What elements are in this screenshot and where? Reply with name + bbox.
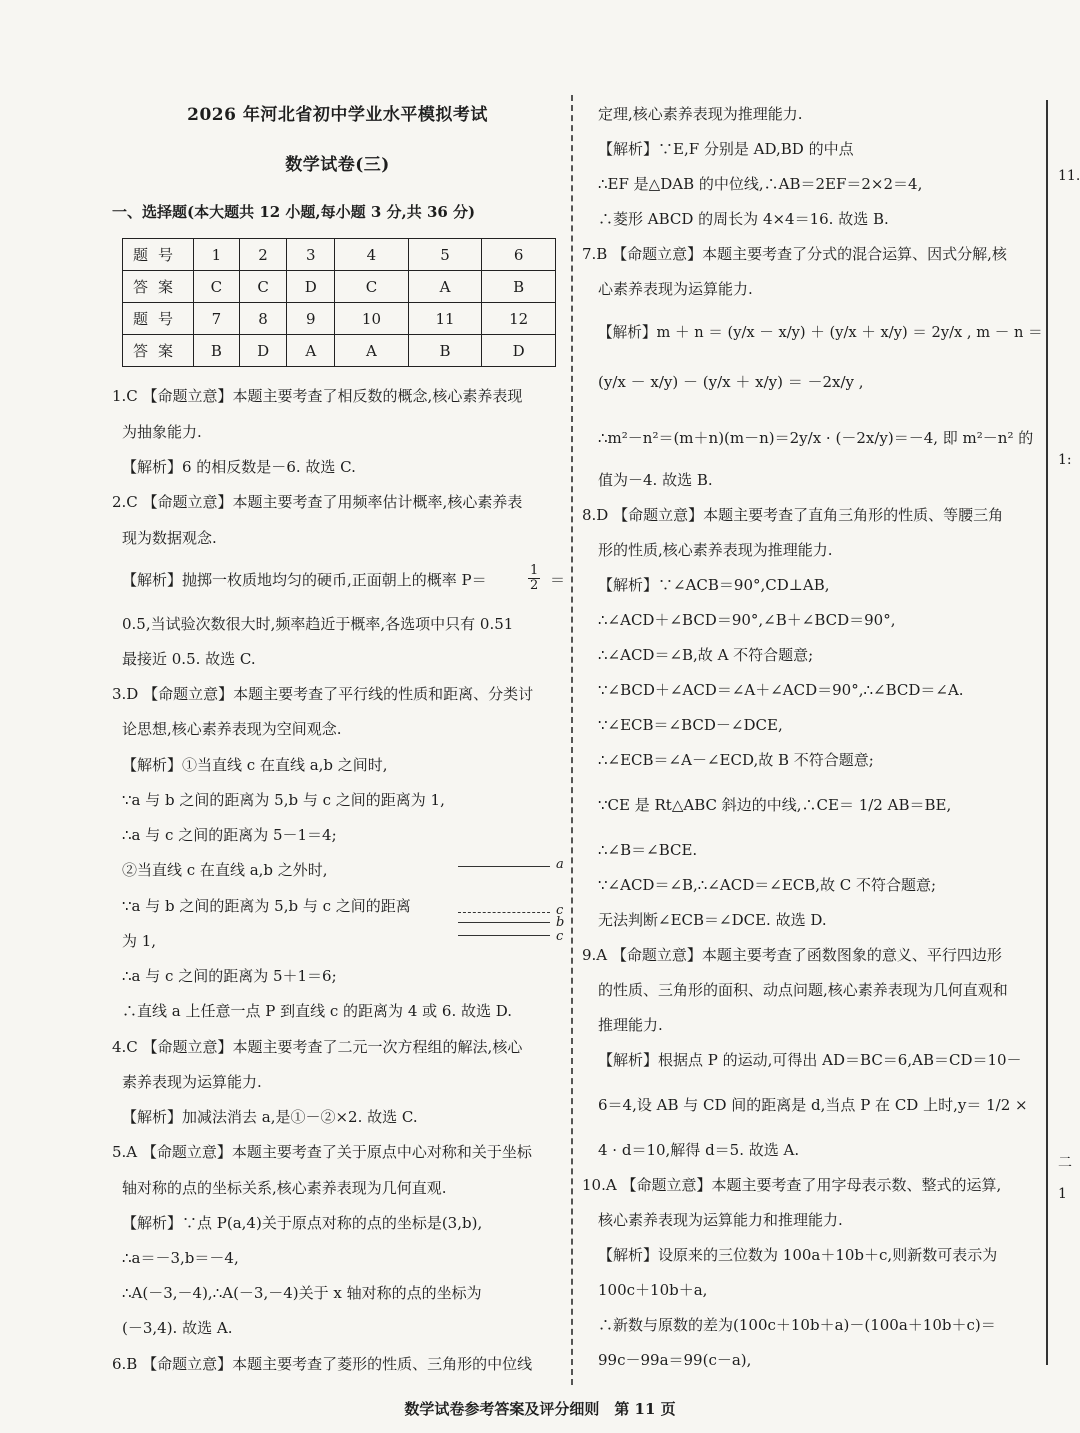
text-line: ∴∠ECB＝∠A－∠ECD,故 B 不符合题意; [598,751,874,769]
right-edge-rule [1046,100,1048,1365]
table-cell: B [408,335,482,367]
text-line: 7.B 【命题立意】本题主要考查了分式的混合运算、因式分解,核 [582,245,1007,263]
table-cell: 题号 [123,303,194,335]
text-line: 【解析】∵E,F 分别是 AD,BD 的中点 [598,140,854,158]
table-cell: 12 [482,303,556,335]
table-cell: 答案 [123,335,194,367]
table-row [123,335,556,367]
text-line: 6＝4,设 AB 与 CD 间的距离是 d,当点 P 在 CD 上时,y＝ 1/2 × [598,1096,1028,1114]
text-line: 值为－4. 故选 B. [598,471,713,489]
table-cell: 11 [408,303,482,335]
answer-table [122,238,556,367]
text-line: 的性质、三角形的面积、动点问题,核心素养表现为几何直观和 [598,981,1008,999]
table-cell: 7 [194,303,240,335]
table-cell: B [194,335,240,367]
line-b [458,922,550,923]
table-cell: D [287,271,335,303]
text-line: ∴EF 是△DAB 的中位线,∴AB＝2EF＝2×2＝4, [598,175,923,193]
table-row [123,239,556,271]
text-line: 素养表现为运算能力. [122,1073,262,1091]
text-line: 【解析】根据点 P 的运动,可得出 AD＝BC＝6,AB＝CD＝10－ [598,1051,1022,1069]
table-cell: A [335,335,409,367]
exam-answer-page: 11. 1: 二 1 2026 年河北省初中学业水平模拟考试 数学试卷(三) 一、选择题(本大题共 12 小题,每小题 3 分,共 36 分) 题号 1 2 3 4 5 6 答案 C C D C A B 题号 7 8 9 10 11 12 答案 B D A A B D 1.C 【命题立意】本题主要考查了相反数的概念,核心素养表现 为抽象能力. 【解析】6 的相反数是－6. 故选 C. 2.C 【命题立意】本题主要考查了用频率估计概率,核心素养表 现为数据观念. 【解析】抛掷一枚质地均匀的硬币,正面朝上的概率 P＝ $\frac{1}{2}$ ＝ 0.5,当试验次数很大时,频率趋近于概率,各选项中只有 0.51 最接近 0.5. 故选 C. 3.D 【命题立意】本题主要考查了平行线的性质和距离、分类讨 论思想,核心素养表现为空间观念. 【解析】①当直线 c 在直线 a,b 之间时, ∵a 与 b 之间的距离为 5,b 与 c 之间的距离为 1, ∴a 与 c 之间的距离为 5－1＝4; ②当直线 c 在直线 a,b 之外时, ∵a 与 b 之间的距离为 5,b 与 c 之间的距离 为 1, ∴a 与 c 之间的距离为 5＋1＝6; ∴直线 a 上任意一点 P 到直线 c 的距离为 4 或 6. 故选 D. 4.C 【命题立意】本题主要考查了二元一次方程组的解法,核心 素养表现为运算能力. 【解析】加减法消去 a,是①－②×2. 故选 C. 5.A 【命题立意】本题主要考查了关于原点中心对称和关于坐标 轴对称的点的坐标关系,核心素养表现为几何直观. 【解析】∵点 P(a,4)关于原点对称的点的坐标是(3,b), ∴a＝－3,b＝－4, ∴A(－3,－4),∴A(－3,－4)关于 x 轴对称的点的坐标为 (－3,4). 故选 A. 6.B 【命题立意】本题主要考查了菱形的性质、三角形的中位线 a c b c 定理,核心素养表现为推理能力. 【解析】∵E,F 分别是 AD,BD 的中点 ∴EF 是△DAB 的中位线,∴AB＝2EF＝2×2＝4, ∴菱形 ABCD 的周长为 4×4＝16. 故选 B. 7.B 【命题立意】本题主要考查了分式的混合运算、因式分解,核 心素养表现为运算能力. 【解析】m ＋ n ＝ (y/x － x/y) ＋ (y/x ＋ x/y) ＝ 2y/x , m － n ＝ (y/x － x/y) － (y/x ＋ x/y) ＝ －2x/y , ∴m²－n²＝(m＋n)(m－n)＝2y/x · (－2x/y)＝－4, 即 m²－n² 的 值为－4. 故选 B. 8.D 【命题立意】本题主要考查了直角三角形的性质、等腰三角 形的性质,核心素养表现为推理能力. 【解析】∵∠ACB＝90°,CD⊥AB, ∴∠ACD＋∠BCD＝90°,∠B＋∠BCD＝90°, ∴∠ACD＝∠B,故 A 不符合题意; ∵∠BCD＋∠ACD＝∠A＋∠ACD＝90°,∴∠BCD＝∠A. ∵∠ECB＝∠BCD－∠DCE, ∴∠ECB＝∠A－∠ECD,故 B 不符合题意; ∵CE 是 Rt△ABC 斜边的中线,∴CE＝ 1/2 AB＝BE, ∴∠B＝∠BCE. ∵∠ACD＝∠B,∴∠ACD＝∠ECB,故 C 不符合题意; 无法判断∠ECB＝∠DCE. 故选 D. 9.A 【命题立意】本题主要考查了函数图象的意义、平行四边形 的性质、三角形的面积、动点问题,核心素养表现为几何直观和 推理能力. 【解析】根据点 P 的运动,可得出 AD＝BC＝6,AB＝CD＝10－ 6＝4,设 AB 与 CD 间的距离是 d,当点 P 在 CD 上时,y＝ 1/2 × 4 · d＝10,解得 d＝5. 故选 A. 10.A 【命题立意】本题主要考查了用字母表示数、整式的运算, 核心素养表现为运算能力和推理能力. 【解析】设原来的三位数为 100a＋10b＋c,则新数可表示为 100c＋10b＋a, ∴新数与原数的差为(100c＋10b＋a)－(100a＋10b＋c)＝ 99c－99a＝99(c－a), 数学试卷参考答案及评分细则 第 11 页 [0,0,1080,1433]
table-cell: 答案 [123,271,194,303]
text-line: 【解析】加减法消去 a,是①－②×2. 故选 C. [122,1108,418,1126]
text-line: 定理,核心素养表现为推理能力. [598,105,803,123]
table-cell: 5 [408,239,482,271]
text-line: ∵CE 是 Rt△ABC 斜边的中线,∴CE＝ 1/2 AB＝BE, [598,796,952,814]
text-line: 【解析】抛掷一枚质地均匀的硬币,正面朝上的概率 P＝ [122,571,487,589]
text-line: 无法判断∠ECB＝∠DCE. 故选 D. [598,911,827,929]
text-line: 轴对称的点的坐标关系,核心素养表现为几何直观. [122,1179,447,1197]
text-line: 9.A 【命题立意】本题主要考查了函数图象的意义、平行四边形 [582,946,1002,964]
text-line: ∵a 与 b 之间的距离为 5,b 与 c 之间的距离 [122,897,411,915]
table-row [123,271,556,303]
text-line: ∴∠ACD＝∠B,故 A 不符合题意; [598,646,814,664]
text-line: (y/x － x/y) － (y/x ＋ x/y) ＝ －2x/y , [598,373,864,391]
text-line: ∴直线 a 上任意一点 P 到直线 c 的距离为 4 或 6. 故选 D. [122,1002,513,1020]
text-line: 6.B 【命题立意】本题主要考查了菱形的性质、三角形的中位线 [112,1355,533,1373]
section-heading: 一、选择题(本大题共 12 小题,每小题 3 分,共 36 分) [112,203,476,221]
text-line: 2.C 【命题立意】本题主要考查了用频率估计概率,核心素养表 [112,493,523,511]
column-divider [571,95,575,1385]
label-c: c [556,903,564,918]
text-line: ∵a 与 b 之间的距离为 5,b 与 c 之间的距离为 1, [122,791,445,809]
table-cell: 8 [239,303,287,335]
text-line: 4.C 【命题立意】本题主要考查了二元一次方程组的解法,核心 [112,1038,523,1056]
table-cell: D [482,335,556,367]
text-line: 【解析】∵点 P(a,4)关于原点对称的点的坐标是(3,b), [122,1214,483,1232]
table-cell: 6 [482,239,556,271]
table-cell: 2 [239,239,287,271]
text-line: 100c＋10b＋a, [598,1281,708,1299]
text-line: ∴a＝－3,b＝－4, [122,1249,239,1267]
text-line: 4 · d＝10,解得 d＝5. 故选 A. [598,1141,800,1159]
text-line: (－3,4). 故选 A. [122,1319,233,1337]
text-line: ∵∠BCD＋∠ACD＝∠A＋∠ACD＝90°,∴∠BCD＝∠A. [598,681,964,699]
text-line: 核心素养表现为运算能力和推理能力. [598,1211,843,1229]
text-line: 【解析】∵∠ACB＝90°,CD⊥AB, [598,576,830,594]
text-line: 【解析】设原来的三位数为 100a＋10b＋c,则新数可表示为 [598,1246,998,1264]
text-line: 1.C 【命题立意】本题主要考查了相反数的概念,核心素养表现 [112,387,523,405]
table-cell: C [194,271,240,303]
table-cell: C [239,271,287,303]
text-line: ∴菱形 ABCD 的周长为 4×4＝16. 故选 B. [598,210,889,228]
text-line: 论思想,核心素养表现为空间观念. [122,720,342,738]
text-line: ②当直线 c 在直线 a,b 之外时, [122,861,328,879]
table-cell: 3 [287,239,335,271]
edge-fragment: 二 [1058,1155,1072,1171]
text-line: 3.D 【命题立意】本题主要考查了平行线的性质和距离、分类讨 [112,685,534,703]
text-line: ∴m²－n²＝(m＋n)(m－n)＝2y/x · (－2x/y)＝－4, 即 m²－n² 的 [598,429,1034,447]
text-line: 现为数据观念. [122,529,217,547]
text-line: ∵∠ECB＝∠BCD－∠DCE, [598,716,783,734]
page-subtitle: 数学试卷(三) [285,155,390,175]
text-line: 5.A 【命题立意】本题主要考查了关于原点中心对称和关于坐标 [112,1143,532,1161]
line-c-dashed [458,912,550,913]
text-line: ∴新数与原数的差为(100c＋10b＋a)－(100a＋10b＋c)＝ [598,1316,996,1334]
label-c2: c [556,929,564,944]
text-line: 0.5,当试验次数很大时,频率趋近于概率,各选项中只有 0.51 [122,615,514,633]
text-line: ∵∠ACD＝∠B,∴∠ACD＝∠ECB,故 C 不符合题意; [598,876,937,894]
table-cell: 4 [335,239,409,271]
fraction-half: $\frac{1}{2}$ [530,563,539,593]
text-line: 【解析】①当直线 c 在直线 a,b 之间时, [122,756,388,774]
label-a: a [556,857,564,872]
table-cell: C [335,271,409,303]
text-line: 为 1, [122,932,157,950]
text-line: 最接近 0.5. 故选 C. [122,650,256,668]
text-line: 【解析】m ＋ n ＝ (y/x － x/y) ＋ (y/x ＋ x/y) ＝ 2y/x , m － n ＝ [598,323,1043,341]
table-row [123,303,556,335]
table-cell: A [408,271,482,303]
table-cell: B [482,271,556,303]
text-line: ∴∠B＝∠BCE. [598,841,698,859]
line-c [458,935,550,936]
text-line: 99c－99a＝99(c－a), [598,1351,752,1369]
text-line: ∴a 与 c 之间的距离为 5－1＝4; [122,826,337,844]
text-line: 心素养表现为运算能力. [598,280,753,298]
text-line: 推理能力. [598,1016,663,1034]
label-b: b [556,915,565,930]
edge-fragment: 11. [1058,168,1080,184]
page-footer: 数学试卷参考答案及评分细则 第 11 页 [404,1400,676,1418]
text-line: ∴A(－3,－4),∴A(－3,－4)关于 x 轴对称的点的坐标为 [122,1284,482,1302]
text-line: 10.A 【命题立意】本题主要考查了用字母表示数、整式的运算, [582,1176,1002,1194]
table-cell: 题号 [123,239,194,271]
edge-fragment: 1 [1058,1186,1067,1202]
text-line: 8.D 【命题立意】本题主要考查了直角三角形的性质、等腰三角 [582,506,1004,524]
line-a [458,866,550,867]
table-cell: D [239,335,287,367]
table-cell: A [287,335,335,367]
text-line: 为抽象能力. [122,423,202,441]
table-cell: 10 [335,303,409,335]
text-line: 形的性质,核心素养表现为推理能力. [598,541,833,559]
table-cell: 1 [194,239,240,271]
text-line: 【解析】6 的相反数是－6. 故选 C. [122,458,356,476]
text-line: ∴a 与 c 之间的距离为 5＋1＝6; [122,967,337,985]
text-line: ∴∠ACD＋∠BCD＝90°,∠B＋∠BCD＝90°, [598,611,896,629]
table-cell: 9 [287,303,335,335]
edge-fragment: 1: [1058,452,1072,468]
page-title: 2026 年河北省初中学业水平模拟考试 [187,105,488,125]
